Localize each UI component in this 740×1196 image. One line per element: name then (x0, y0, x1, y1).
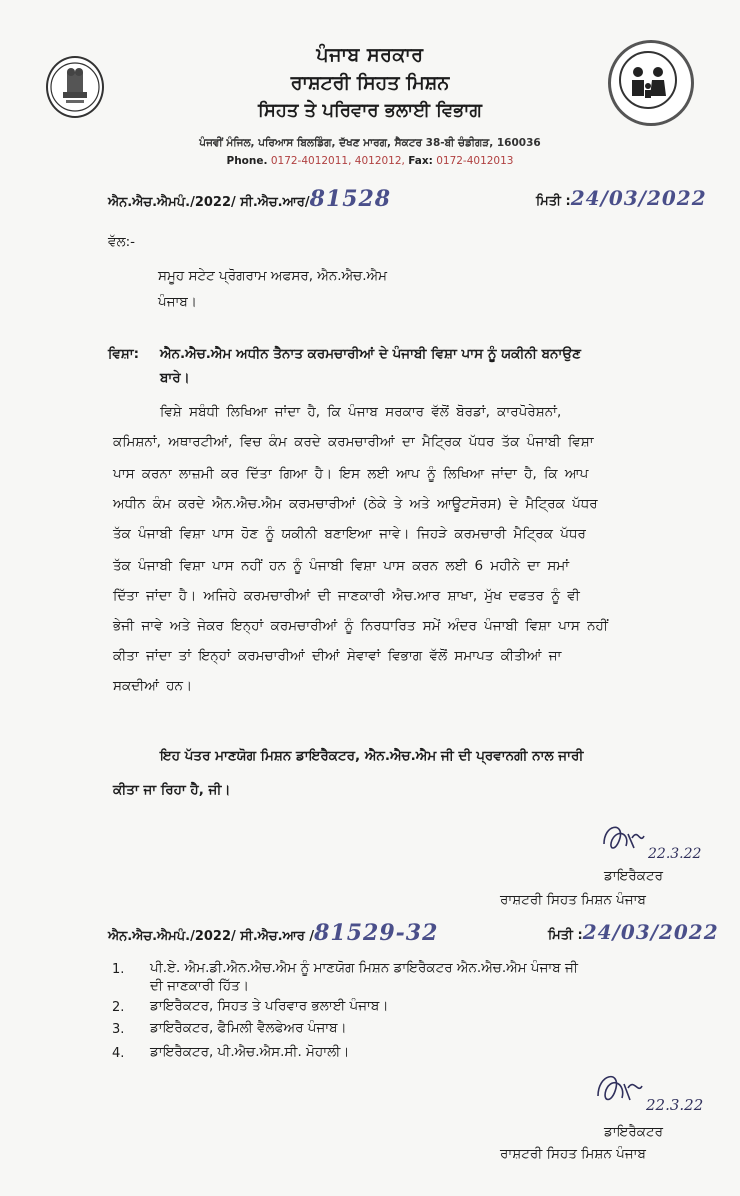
phone-value: 0172-4012011, 4012012, (270, 155, 405, 167)
reference-number-2 (108, 920, 438, 946)
signature-1-date: 22.3.22 (648, 846, 702, 862)
body-line: ਪਾਸ ਕਰਨਾ ਲਾਜ਼ਮੀ ਕਰ ਦਿੱਤਾ ਗਿਆ ਹੈ। ਇਸ ਲਈ ਆਪ ਨੂੰ ਲਿਖਿਆ ਜਾਂਦਾ ਹੈ, ਕਿ ਆਪ (113, 466, 589, 482)
date-handwritten: 24/03/2022 (570, 186, 707, 210)
body-line: ਭੇਜੀ ਜਾਵੇ ਅਤੇ ਜੇਕਰ ਇਨ੍ਹਾਂ ਕਰਮਚਾਰੀਆਂ ਨੂੰ ਨਿਰਧਾਰਿਤ ਸਮੇਂ ਅੰਦਰ ਪੰਜਾਬੀ ਵਿਸ਼ਾ ਪਾਸ ਨਹੀਂ (113, 618, 608, 634)
body-line: ਤੱਕ ਪੰਜਾਬੀ ਵਿਸ਼ਾ ਪਾਸ ਹੋਣ ਨੂੰ ਯਕੀਨੀ ਬਣਾਇਆ ਜਾਵੇ। ਜਿਹੜੇ ਕਰਮਚਾਰੀ ਮੈਟ੍ਰਿਕ ਪੱਧਰ (113, 526, 586, 542)
body-line: ਦਿੱਤਾ ਜਾਂਦਾ ਹੈ। ਅਜਿਹੇ ਕਰਮਚਾਰੀਆਂ ਦੀ ਜਾਣਕਾਰੀ ਐਚ.ਆਰ ਸ਼ਾਖਾ, ਮੁੱਖ ਦਫਤਰ ਨੂੰ ਵੀ (113, 588, 580, 604)
reference-handwritten-number: 81529-32 (314, 920, 439, 946)
reference-handwritten-number: 81528 (309, 186, 392, 212)
body-line: ਅਧੀਨ ਕੰਮ ਕਰਦੇ ਐਨ.ਐਚ.ਐਮ ਕਰਮਚਾਰੀਆਂ (ਠੇਕੇ ਤੇ ਅਤੇ ਆਊਟਸੋਰਸ) ਦੇ ਮੈਟ੍ਰਿਕ ਪੱਧਰ (113, 496, 598, 512)
date-label: ਮਿਤੀ : (548, 928, 583, 943)
subject-label: ਵਿਸ਼ਾ: (108, 346, 140, 362)
copy-item-1-line-2: ਦੀ ਜਾਣਕਾਰੀ ਹਿੱਤ। (150, 978, 249, 994)
date-handwritten: 24/03/2022 (582, 920, 719, 944)
signature-1-icon (596, 814, 726, 864)
header-contact (0, 155, 740, 167)
header-mission: ਰਾਸ਼ਟਰੀ ਸਿਹਤ ਮਿਸ਼ਨ (290, 72, 450, 94)
reference-date-1 (536, 186, 707, 210)
fax-value: 0172-4012013 (436, 155, 514, 167)
copy-item-2-line-1: ਡਾਇਰੈਕਟਰ, ਸਿਹਤ ਤੇ ਪਰਿਵਾਰ ਭਲਾਈ ਪੰਜਾਬ। (150, 998, 389, 1014)
header-department: ਸਿਹਤ ਤੇ ਪਰਿਵਾਰ ਭਲਾਈ ਵਿਭਾਗ (258, 100, 482, 121)
signature-2-org: ਰਾਸ਼ਟਰੀ ਸਿਹਤ ਮਿਸ਼ਨ ਪੰਜਾਬ (500, 1146, 646, 1162)
body-line: ਕੀਤਾ ਜਾਂਦਾ ਤਾਂ ਇਨ੍ਹਾਂ ਕਰਮਚਾਰੀਆਂ ਦੀਆਂ ਸੇਵਾਵਾਂ ਵਿਭਾਗ ਵੱਲੋਂ ਸਮਾਪਤ ਕੀਤੀਆਂ ਜਾ (113, 648, 562, 664)
reference-number-text: ਐਨ.ਐਚ.ਐਮਪੰ./2022/ ਸੀ.ਐਚ.ਆਰ / (108, 929, 315, 944)
body-line: ਤੱਕ ਪੰਜਾਬੀ ਵਿਸ਼ਾ ਪਾਸ ਨਹੀਂ ਹਨ ਨੂੰ ਪੰਜਾਬੀ ਵਿਸ਼ਾ ਪਾਸ ਕਰਨ ਲਈ 6 ਮਹੀਨੇ ਦਾ ਸਮਾਂ (113, 558, 570, 574)
copy-item-4-line-1: ਡਾਇਰੈਕਟਰ, ਪੀ.ਐਚ.ਐਸ.ਸੀ. ਮੋਹਾਲੀ। (150, 1044, 350, 1060)
copy-item-1-number: 1. (112, 962, 125, 977)
copy-item-2-number: 2. (112, 1000, 125, 1015)
reference-number-text: ਐਨ.ਐਚ.ਐਮਪੰ./2022/ ਸੀ.ਐਚ.ਆਰ/ (108, 195, 310, 210)
fax-label: Fax: (408, 155, 433, 167)
recipient-line-1: ਸਮੂਹ ਸਟੇਟ ਪ੍ਰੋਗਰਾਮ ਅਫਸਰ, ਐਨ.ਐਚ.ਐਮ (158, 268, 388, 284)
body-line: ਕਮਿਸ਼ਨਾਂ, ਅਥਾਰਟੀਆਂ, ਵਿਚ ਕੰਮ ਕਰਦੇ ਕਰਮਚਾਰੀਆਂ ਦਾ ਮੈਟ੍ਰਿਕ ਪੱਧਰ ਤੱਕ ਪੰਜਾਬੀ ਵਿਸ਼ਾ (113, 434, 594, 450)
signature-2-title: ਡਾਇਰੈਕਟਰ (604, 1124, 663, 1140)
body-line: ਸਕਦੀਆਂ ਹਨ। (113, 678, 193, 694)
date-label: ਮਿਤੀ : (536, 194, 571, 209)
reference-number-1 (108, 186, 391, 212)
subject-line-2: ਬਾਰੇ। (160, 370, 190, 386)
copy-item-3-line-1: ਡਾਇਰੈਕਟਰ, ਫੈਮਿਲੀ ਵੈਲਫੇਅਰ ਪੰਜਾਬ। (150, 1020, 347, 1036)
subject-line-1: ਐਨ.ਐਚ.ਐਮ ਅਧੀਨ ਤੈਨਾਤ ਕਰਮਚਾਰੀਆਂ ਦੇ ਪੰਜਾਬੀ ਵਿਸ਼ਾ ਪਾਸ ਨੂੰ ਯਕੀਨੀ ਬਨਾਉਣ (160, 346, 581, 362)
signature-1-org: ਰਾਸ਼ਟਰੀ ਸਿਹਤ ਮਿਸ਼ਨ ਪੰਜਾਬ (500, 892, 646, 908)
recipient-line-2: ਪੰਜਾਬ। (158, 294, 197, 310)
copy-item-3-number: 3. (112, 1022, 125, 1037)
signature-1-title: ਡਾਇਰੈਕਟਰ (604, 868, 663, 884)
approval-line-1: ਇਹ ਪੱਤਰ ਮਾਣਯੋਗ ਮਿਸ਼ਨ ਡਾਇਰੈਕਟਰ, ਐਨ.ਐਚ.ਐਮ ਜੀ ਦੀ ਪ੍ਰਵਾਨਗੀ ਨਾਲ ਜਾਰੀ (160, 748, 584, 764)
to-label: ਵੱਲ:- (108, 234, 135, 250)
copy-item-1-line-1: ਪੀ.ਏ. ਐਮ.ਡੀ.ਐਨ.ਐਚ.ਐਮ ਨੂੰ ਮਾਣਯੋਗ ਮਿਸ਼ਨ ਡਾਇਰੈਕਟਰ ਐਨ.ਐਚ.ਐਮ ਪੰਜਾਬ ਜੀ (150, 960, 578, 976)
header-address: ਪੰਜਵੀਂ ਮੰਜਿਲ, ਪਰਿਆਸ ਬਿਲਡਿੰਗ, ਦੱਖਣ ਮਾਰਗ, ਸੈਕਟਰ 38-ਬੀ ਚੰਡੀਗੜ, 160036 (199, 137, 541, 149)
copy-item-4-number: 4. (112, 1046, 125, 1061)
signature-2-date: 22.3.22 (646, 1096, 704, 1114)
phone-label: Phone. (226, 155, 268, 167)
reference-date-2 (548, 920, 719, 944)
signature-2-icon (592, 1062, 728, 1116)
body-line: ਵਿਸ਼ੇ ਸਬੰਧੀ ਲਿਖਿਆ ਜਾਂਦਾ ਹੈ, ਕਿ ਪੰਜਾਬ ਸਰਕਾਰ ਵੱਲੋਂ ਬੋਰਡਾਂ, ਕਾਰਪੋਰੇਸ਼ਨਾਂ, (160, 404, 562, 420)
header-govt: ਪੰਜਾਬ ਸਰਕਾਰ (316, 44, 424, 66)
approval-line-2: ਕੀਤਾ ਜਾ ਰਿਹਾ ਹੈ, ਜੀ। (113, 782, 231, 798)
